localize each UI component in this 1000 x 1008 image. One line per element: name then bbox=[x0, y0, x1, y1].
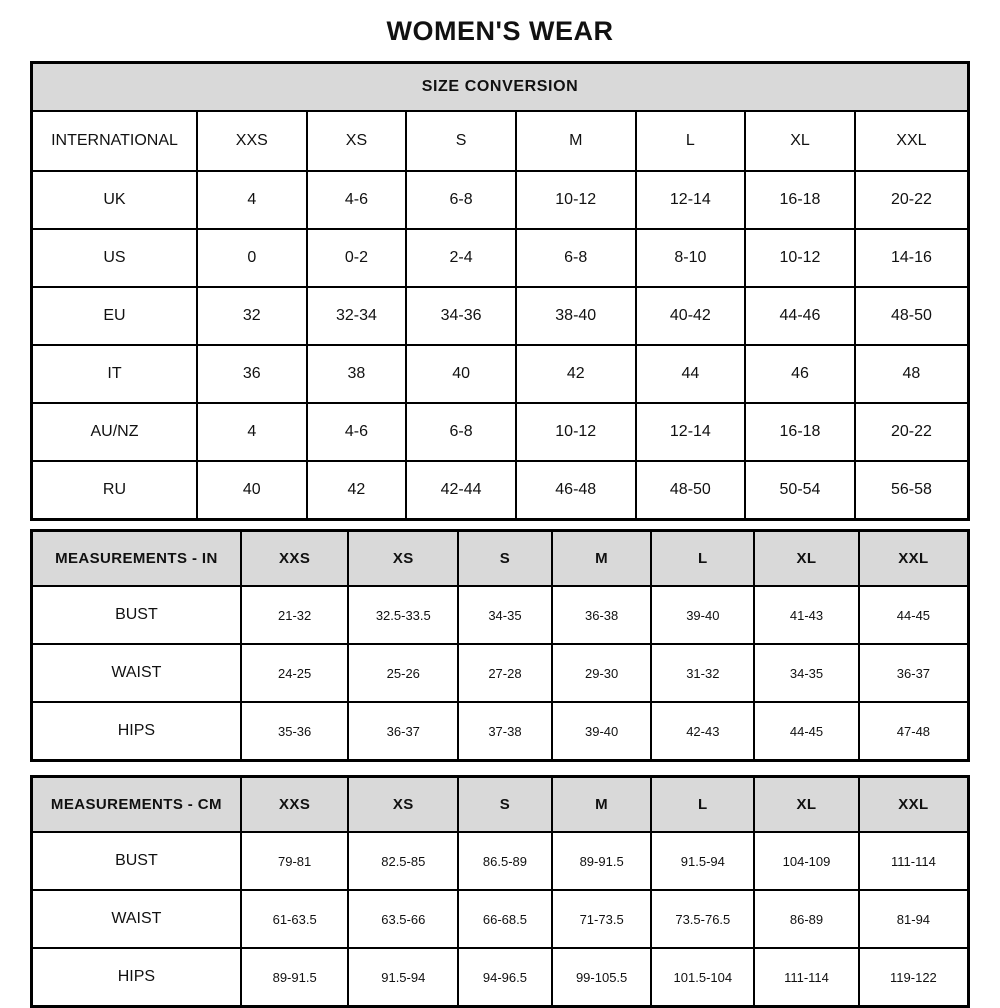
table-cell: 14-16 bbox=[855, 229, 969, 287]
column-header-row bbox=[32, 531, 969, 587]
table-row bbox=[32, 171, 969, 229]
table-cell: 34-35 bbox=[754, 644, 859, 702]
row-label-hips: HIPS bbox=[32, 948, 241, 1007]
table-row bbox=[32, 832, 969, 890]
table-cell: 41-43 bbox=[754, 586, 859, 644]
table-row bbox=[32, 586, 969, 644]
table-cell: 36-37 bbox=[348, 702, 458, 761]
table-cell: 25-26 bbox=[348, 644, 458, 702]
table-cell: 79-81 bbox=[241, 832, 349, 890]
column-header-s: S bbox=[458, 777, 552, 833]
table-cell: 86.5-89 bbox=[458, 832, 552, 890]
row-label-hips: HIPS bbox=[32, 702, 241, 761]
column-header-m: M bbox=[552, 777, 652, 833]
table-cell: 91.5-94 bbox=[348, 948, 458, 1007]
table-row bbox=[32, 702, 969, 761]
table-cell: 71-73.5 bbox=[552, 890, 652, 948]
table-banner-row bbox=[32, 63, 969, 112]
column-header-xxs: XXS bbox=[241, 777, 349, 833]
column-header-xl: XL bbox=[754, 531, 859, 587]
table-cell: 31-32 bbox=[651, 644, 754, 702]
column-header-s: S bbox=[458, 531, 552, 587]
table-cell: 56-58 bbox=[855, 461, 969, 520]
column-header-xxl: XXL bbox=[855, 111, 969, 171]
size-conversion-table bbox=[30, 61, 970, 521]
table-cell: 8-10 bbox=[636, 229, 746, 287]
table-row bbox=[32, 287, 969, 345]
table-cell: 101.5-104 bbox=[651, 948, 754, 1007]
column-header-xs: XS bbox=[307, 111, 407, 171]
table-cell: 94-96.5 bbox=[458, 948, 552, 1007]
table-cell: 104-109 bbox=[754, 832, 859, 890]
table-cell: 86-89 bbox=[754, 890, 859, 948]
table-cell: 36-37 bbox=[859, 644, 969, 702]
measurements-cm-header: MEASUREMENTS - CM bbox=[32, 777, 241, 833]
row-label-it: IT bbox=[32, 345, 197, 403]
table-cell: 119-122 bbox=[859, 948, 969, 1007]
column-header-xxl: XXL bbox=[859, 531, 969, 587]
table-cell: 4-6 bbox=[307, 171, 407, 229]
table-cell: 44 bbox=[636, 345, 746, 403]
column-header-xs: XS bbox=[348, 777, 458, 833]
table-row bbox=[32, 644, 969, 702]
table-cell: 24-25 bbox=[241, 644, 349, 702]
table-cell: 34-36 bbox=[406, 287, 516, 345]
table-cell: 39-40 bbox=[651, 586, 754, 644]
measurements-cm-table bbox=[30, 775, 970, 1008]
table-cell: 44-46 bbox=[745, 287, 855, 345]
column-header-row bbox=[32, 777, 969, 833]
table-cell: 32 bbox=[197, 287, 307, 345]
table-cell: 89-91.5 bbox=[241, 948, 349, 1007]
table-row bbox=[32, 403, 969, 461]
column-header-xl: XL bbox=[745, 111, 855, 171]
column-header-xl: XL bbox=[754, 777, 859, 833]
table-cell: 4 bbox=[197, 403, 307, 461]
table-cell: 27-28 bbox=[458, 644, 552, 702]
column-header-xxs: XXS bbox=[241, 531, 349, 587]
table-cell: 82.5-85 bbox=[348, 832, 458, 890]
table-cell: 6-8 bbox=[406, 403, 516, 461]
column-header-xxl: XXL bbox=[859, 777, 969, 833]
table-cell: 4 bbox=[197, 171, 307, 229]
column-header-m: M bbox=[516, 111, 636, 171]
table-cell: 99-105.5 bbox=[552, 948, 652, 1007]
table-cell: 39-40 bbox=[552, 702, 652, 761]
table-row bbox=[32, 890, 969, 948]
row-label-us: US bbox=[32, 229, 197, 287]
table-cell: 38 bbox=[307, 345, 407, 403]
column-header-s: S bbox=[406, 111, 516, 171]
table-cell: 35-36 bbox=[241, 702, 349, 761]
table-cell: 38-40 bbox=[516, 287, 636, 345]
table-cell: 32.5-33.5 bbox=[348, 586, 458, 644]
row-label-eu: EU bbox=[32, 287, 197, 345]
table-cell: 61-63.5 bbox=[241, 890, 349, 948]
row-label-bust: BUST bbox=[32, 832, 241, 890]
table-cell: 6-8 bbox=[516, 229, 636, 287]
table-cell: 50-54 bbox=[745, 461, 855, 520]
table-cell: 32-34 bbox=[307, 287, 407, 345]
table-cell: 12-14 bbox=[636, 403, 746, 461]
table-row bbox=[32, 345, 969, 403]
table-cell: 73.5-76.5 bbox=[651, 890, 754, 948]
table-cell: 44-45 bbox=[754, 702, 859, 761]
table-cell: 44-45 bbox=[859, 586, 969, 644]
table-cell: 48 bbox=[855, 345, 969, 403]
row-label-uk: UK bbox=[32, 171, 197, 229]
row-label-bust: BUST bbox=[32, 586, 241, 644]
table-cell: 42-44 bbox=[406, 461, 516, 520]
table-cell: 21-32 bbox=[241, 586, 349, 644]
table-cell: 111-114 bbox=[859, 832, 969, 890]
table-cell: 0 bbox=[197, 229, 307, 287]
table-cell: 34-35 bbox=[458, 586, 552, 644]
column-header-international: INTERNATIONAL bbox=[32, 111, 197, 171]
table-cell: 40-42 bbox=[636, 287, 746, 345]
table-cell: 47-48 bbox=[859, 702, 969, 761]
table-cell: 81-94 bbox=[859, 890, 969, 948]
table-row bbox=[32, 461, 969, 520]
column-header-xs: XS bbox=[348, 531, 458, 587]
table-cell: 16-18 bbox=[745, 171, 855, 229]
row-label-waist: WAIST bbox=[32, 890, 241, 948]
table-cell: 46 bbox=[745, 345, 855, 403]
table-cell: 10-12 bbox=[516, 403, 636, 461]
row-label-waist: WAIST bbox=[32, 644, 241, 702]
column-header-l: L bbox=[636, 111, 746, 171]
table-row bbox=[32, 948, 969, 1007]
table-cell: 91.5-94 bbox=[651, 832, 754, 890]
table-cell: 6-8 bbox=[406, 171, 516, 229]
page-title: WOMEN'S WEAR bbox=[386, 16, 614, 46]
table-cell: 20-22 bbox=[855, 171, 969, 229]
table-row bbox=[32, 229, 969, 287]
column-header-l: L bbox=[651, 531, 754, 587]
table-cell: 42-43 bbox=[651, 702, 754, 761]
table-cell: 42 bbox=[516, 345, 636, 403]
size-conversion-header: SIZE CONVERSION bbox=[32, 63, 969, 112]
table-cell: 2-4 bbox=[406, 229, 516, 287]
row-label-ru: RU bbox=[32, 461, 197, 520]
table-cell: 10-12 bbox=[745, 229, 855, 287]
measurements-in-header: MEASUREMENTS - IN bbox=[32, 531, 241, 587]
table-cell: 4-6 bbox=[307, 403, 407, 461]
table-cell: 40 bbox=[197, 461, 307, 520]
table-cell: 29-30 bbox=[552, 644, 652, 702]
table-cell: 111-114 bbox=[754, 948, 859, 1007]
table-cell: 42 bbox=[307, 461, 407, 520]
table-cell: 66-68.5 bbox=[458, 890, 552, 948]
table-cell: 12-14 bbox=[636, 171, 746, 229]
table-cell: 10-12 bbox=[516, 171, 636, 229]
table-cell: 37-38 bbox=[458, 702, 552, 761]
table-cell: 63.5-66 bbox=[348, 890, 458, 948]
table-cell: 16-18 bbox=[745, 403, 855, 461]
row-label-aunz: AU/NZ bbox=[32, 403, 197, 461]
table-cell: 36-38 bbox=[552, 586, 652, 644]
column-header-row bbox=[32, 111, 969, 171]
table-cell: 0-2 bbox=[307, 229, 407, 287]
table-cell: 40 bbox=[406, 345, 516, 403]
table-cell: 89-91.5 bbox=[552, 832, 652, 890]
column-header-m: M bbox=[552, 531, 652, 587]
column-header-xxs: XXS bbox=[197, 111, 307, 171]
table-cell: 36 bbox=[197, 345, 307, 403]
table-cell: 20-22 bbox=[855, 403, 969, 461]
table-cell: 48-50 bbox=[855, 287, 969, 345]
measurements-in-table bbox=[30, 529, 970, 762]
table-cell: 48-50 bbox=[636, 461, 746, 520]
table-cell: 46-48 bbox=[516, 461, 636, 520]
column-header-l: L bbox=[651, 777, 754, 833]
